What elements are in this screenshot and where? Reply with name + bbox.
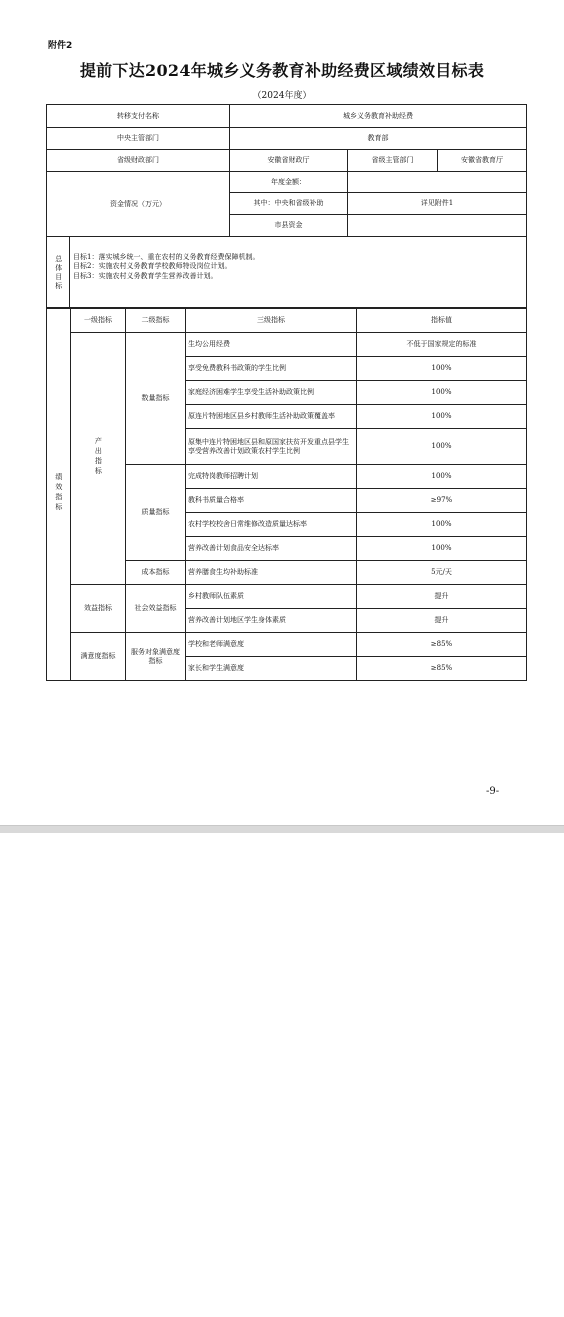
- row-name: 农村学校校舍日常维修改造质量达标率: [186, 513, 357, 537]
- row-name: 享受免费教科书政策的学生比例: [186, 357, 357, 381]
- page-divider: [0, 825, 564, 833]
- document-title: 提前下达2024年城乡义务教育补助经费区域绩效目标表: [79, 61, 485, 80]
- funds-label: 资金情况（万元）: [47, 172, 230, 237]
- goal-2: 目标2：实施农村义务教育学校教师特设岗位计划。: [73, 262, 232, 271]
- cost-indicator: 成本指标: [126, 561, 186, 585]
- header-level2: 二级指标: [126, 308, 186, 333]
- row-value: 100%: [357, 537, 527, 561]
- row-value: 100%: [357, 381, 527, 405]
- central-dept-value: 教育部: [230, 128, 527, 150]
- prov-finance-label: 省级财政部门: [47, 150, 230, 172]
- central-sub-value: 详见附件1: [348, 193, 527, 215]
- annual-value: [348, 172, 527, 193]
- row-value: 100%: [357, 513, 527, 537]
- header-level1: 一级指标: [71, 308, 126, 333]
- row-name: 营养膳食生均补助标准: [186, 561, 357, 585]
- row-value: 100%: [357, 357, 527, 381]
- row-name: 教科书质量合格率: [186, 489, 357, 513]
- output-indicator: 产出指标: [71, 333, 126, 585]
- row-value: 5元/天: [357, 561, 527, 585]
- transfer-value: 城乡义务教育补助经费: [230, 105, 527, 128]
- row-value: 100%: [357, 429, 527, 465]
- info-table: [46, 104, 527, 309]
- row-value: 提升: [357, 585, 527, 609]
- goal-1: 目标1：落实城乡统一、重在农村的义务教育经费保障机制。: [73, 253, 260, 261]
- row-value: ≥85%: [357, 633, 527, 657]
- blank-area: [0, 833, 564, 1317]
- row-value: ≥97%: [357, 489, 527, 513]
- row-name: 家庭经济困难学生享受生活补助政策比例: [186, 381, 357, 405]
- row-name: 营养改善计划食品安全达标率: [186, 537, 357, 561]
- central-sub-label: 其中：中央和省级补助: [230, 193, 348, 215]
- overall-goal-label: 总体目标: [54, 254, 63, 291]
- row-value: 不低于国家规定的标准: [357, 333, 527, 357]
- annual-label: 年度金额：: [230, 172, 348, 193]
- document-year: （2024年度）: [252, 91, 312, 101]
- prov-dept-value: 安徽省教育厅: [438, 150, 527, 172]
- row-name: 生均公用经费: [186, 333, 357, 357]
- attachment-label: 附件2: [48, 41, 73, 51]
- central-dept-label: 中央主管部门: [47, 128, 230, 150]
- quantity-indicator: 数量指标: [126, 333, 186, 465]
- performance-table: [46, 307, 527, 681]
- prov-dept-label: 省级主管部门: [348, 150, 438, 172]
- row-name: 乡村教师队伍素质: [186, 585, 357, 609]
- header-value: 指标值: [357, 308, 527, 333]
- social-benefit-indicator: 社会效益指标: [126, 585, 186, 633]
- county-value: [348, 215, 527, 237]
- page-number: -9-: [486, 786, 500, 797]
- row-name: 完成特岗教师招聘计划: [186, 465, 357, 489]
- service-satisfaction-indicator: 服务对象满意度指标: [126, 633, 186, 681]
- row-name: 学校和老师满意度: [186, 633, 357, 657]
- prov-finance-value: 安徽省财政厅: [230, 150, 348, 172]
- row-name: 家长和学生满意度: [186, 657, 357, 681]
- satisfaction-indicator: 满意度指标: [71, 633, 126, 681]
- county-label: 市县资金: [230, 215, 348, 237]
- row-name: 营养改善计划地区学生身体素质: [186, 609, 357, 633]
- row-name: 原连片特困地区县乡村教师生活补助政策覆盖率: [186, 405, 357, 429]
- row-value: 提升: [357, 609, 527, 633]
- row-name: 原集中连片特困地区县和原国家扶贫开发重点县学生享受营养改善计划政策农村学生比例: [186, 429, 357, 465]
- transfer-label: 转移支付名称: [47, 105, 230, 128]
- header-level3: 三级指标: [186, 308, 357, 333]
- row-value: ≥85%: [357, 657, 527, 681]
- goal-3: 目标3：实施农村义务教育学生营养改善计划。: [73, 271, 218, 280]
- row-value: 100%: [357, 405, 527, 429]
- benefit-indicator: 效益指标: [71, 585, 126, 633]
- perf-label: 绩效指标: [47, 308, 71, 681]
- quality-indicator: 质量指标: [126, 465, 186, 561]
- overall-goals: [70, 237, 262, 308]
- row-value: 100%: [357, 465, 527, 489]
